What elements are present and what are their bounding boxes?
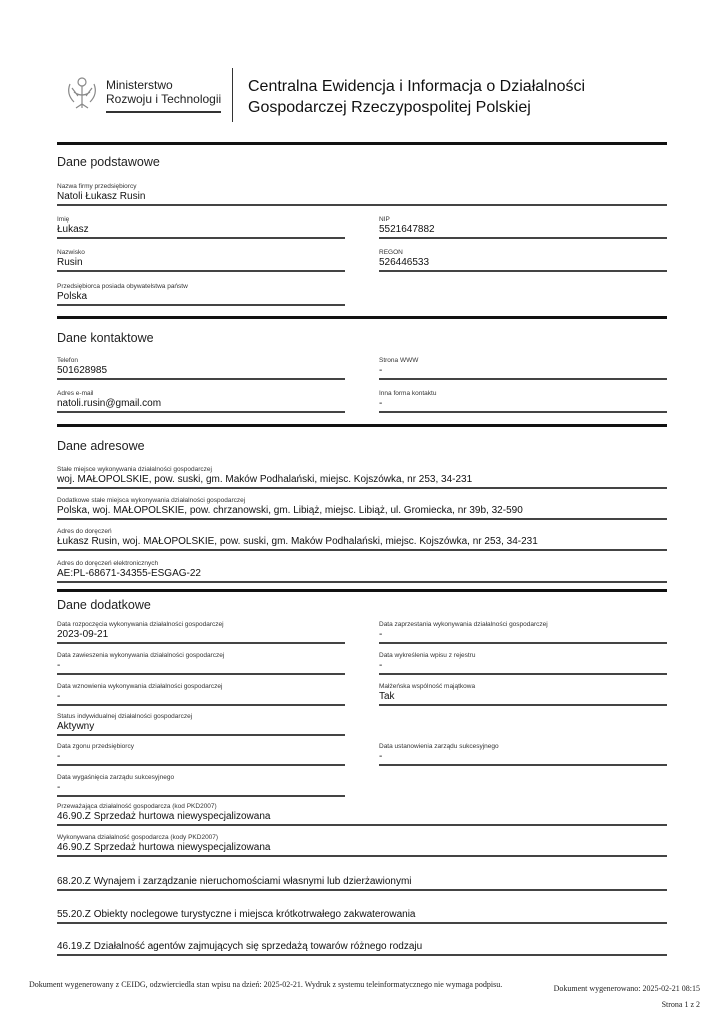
- field-value: 2023-09-21: [57, 629, 109, 640]
- field-value: 68.20.Z Wynajem i zarządzanie nieruchomościami własnymi lub dzierżawionymi: [57, 876, 412, 887]
- field-status: [57, 713, 345, 736]
- field-last-name: [57, 249, 345, 272]
- field-value: 55.20.Z Obiekty noclegowe turystyczne i miejsca krótkotrwałego zakwaterowania: [57, 909, 416, 920]
- field-company: [57, 183, 667, 206]
- ministry-underline: [106, 111, 221, 113]
- field-label: Małżeńska wspólność majątkowa: [379, 683, 476, 690]
- field-value: woj. MAŁOPOLSKIE, pow. suski, gm. Maków Podhalański, miejsc. Kojszówka, nr 253, 34-231: [57, 474, 473, 485]
- field-citizenship: [57, 283, 345, 306]
- field-label: Adres do doręczeń: [57, 528, 112, 535]
- field-label: Data wznowienia wykonywania działalności gospodarczej: [57, 683, 223, 690]
- field-value: -: [379, 398, 383, 409]
- footer-generated: Dokument wygenerowano: 2025-02-21 08:15: [553, 984, 700, 993]
- pkd-item: [57, 876, 667, 891]
- field-phone: [57, 357, 345, 380]
- field-label: Data ustanowienia zarządu sukcesyjnego: [379, 743, 499, 750]
- field-label: Wykonywana działalność gospodarcza (kody PKD2007): [57, 834, 219, 841]
- field-label: Przedsiębiorca posiada obywatelstwa państw: [57, 283, 188, 290]
- field-label: Nazwa firmy przedsiębiorcy: [57, 183, 137, 190]
- field-value: Łukasz Rusin, woj. MAŁOPOLSKIE, pow. suski, gm. Maków Podhalański, miejsc. Kojszówka, nr 253, 34-231: [57, 536, 538, 547]
- field-pkd: [57, 834, 667, 857]
- section-title-address: Dane adresowe: [57, 439, 145, 453]
- field-label: Stałe miejsce wykonywania działalności gospodarczej: [57, 466, 212, 473]
- field-email: [57, 390, 345, 413]
- field-label: Przeważająca działalność gospodarcza (kod PKD2007): [57, 803, 217, 810]
- field-value: -: [57, 691, 61, 702]
- field-value: Tak: [379, 691, 395, 702]
- section-title-contact: Dane kontaktowe: [57, 331, 154, 345]
- field-label: Data rozpoczęcia wykonywania działalności gospodarczej: [57, 621, 224, 628]
- field-label: Data zaprzestania wykonywania działalności gospodarczej: [379, 621, 548, 628]
- title-line2: Gospodarczej Rzeczypospolitej Polskiej: [248, 99, 531, 116]
- field-value: 5521647882: [379, 224, 435, 235]
- section-divider: [57, 316, 667, 319]
- field-label: Inna forma kontaktu: [379, 390, 437, 397]
- field-label: Nazwisko: [57, 249, 85, 256]
- pkd-item: [57, 941, 667, 956]
- field-value: -: [379, 660, 383, 671]
- field-label: Data wykreślenia wpisu z rejestru: [379, 652, 476, 659]
- field-label: Dodatkowe stałe miejsca wykonywania działalności gospodarczej: [57, 497, 246, 504]
- polish-eagle-emblem-icon: [64, 74, 100, 114]
- field-label: Data zgonu przedsiębiorcy: [57, 743, 134, 750]
- field-value: -: [57, 660, 61, 671]
- field-first-name: [57, 216, 345, 239]
- field-extra-address: [57, 497, 667, 520]
- field-value: -: [379, 365, 383, 376]
- field-value: -: [379, 629, 383, 640]
- field-value: Łukasz: [57, 224, 89, 235]
- field-value: 46.90.Z Sprzedaż hurtowa niewyspecjalizowana: [57, 842, 271, 853]
- field-label: Status indywidualnej działalności gospodarczej: [57, 713, 193, 720]
- field-other-contact: [379, 390, 667, 413]
- field-value: natoli.rusin@gmail.com: [57, 398, 162, 409]
- field-value: AE:PL-68671-34355-ESGAG-22: [57, 568, 201, 579]
- field-value: -: [379, 751, 383, 762]
- field-value: Natoli Łukasz Rusin: [57, 191, 146, 202]
- field-label: Data zawieszenia wykonywania działalności gospodarczej: [57, 652, 225, 659]
- field-nip: [379, 216, 667, 239]
- field-value: -: [57, 782, 61, 793]
- field-value: 46.90.Z Sprzedaż hurtowa niewyspecjalizowana: [57, 811, 271, 822]
- ministry-line1: Ministerstwo: [106, 78, 173, 92]
- field-regon: [379, 249, 667, 272]
- field-value: Polska: [57, 291, 88, 302]
- ministry-line2: Rozwoju i Technologii: [106, 92, 222, 106]
- field-main-address: [57, 466, 667, 489]
- field-www: [379, 357, 667, 380]
- title-line1: Centralna Ewidencja i Informacja o Działalności: [248, 78, 586, 95]
- field-value: Rusin: [57, 257, 83, 268]
- field-value: Aktywny: [57, 721, 95, 732]
- footer-note: Dokument wygenerowany z CEIDG, odzwierciedla stan wpisu na dzień: 2025-02-21. Wydruk z systemu teleinformatycznego nie wymaga podpisu.: [29, 980, 503, 989]
- field-marital: [379, 683, 667, 706]
- field-resume-date: [57, 683, 345, 706]
- field-label: Telefon: [57, 357, 78, 364]
- section-divider: [57, 142, 667, 145]
- field-stop-date: [379, 621, 667, 644]
- field-label: Strona WWW: [379, 357, 419, 364]
- header-divider: [232, 68, 233, 122]
- field-label: Imię: [57, 216, 70, 223]
- field-label: Adres do doręczeń elektronicznych: [57, 560, 159, 567]
- section-title-basic: Dane podstawowe: [57, 155, 160, 169]
- field-value: 501628985: [57, 365, 108, 376]
- pkd-item: [57, 909, 667, 924]
- field-value: -: [57, 751, 61, 762]
- field-value: 526446533: [379, 257, 430, 268]
- field-label: Data wygaśnięcia zarządu sukcesyjnego: [57, 774, 175, 781]
- field-main-pkd: [57, 803, 667, 826]
- field-value: Polska, woj. MAŁOPOLSKIE, pow. chrzanowski, gm. Libiąż, miejsc. Libiąż, ul. Gromiecka, nr 39b, 32-590: [57, 505, 523, 516]
- field-label: NIP: [379, 216, 390, 223]
- footer-page-number: Strona 1 z 2: [661, 1000, 700, 1009]
- section-divider: [57, 589, 667, 592]
- field-start-date: [57, 621, 345, 644]
- field-delivery-address: [57, 528, 667, 551]
- field-death-date: [57, 743, 345, 766]
- field-label: REGON: [379, 249, 403, 256]
- section-title-extra: Dane dodatkowe: [57, 598, 151, 612]
- section-divider: [57, 424, 667, 427]
- registry-title: [248, 76, 585, 118]
- field-suspend-date: [57, 652, 345, 675]
- ministry-name: [106, 78, 221, 106]
- field-succession-date: [379, 743, 667, 766]
- field-value: 46.19.Z Działalność agentów zajmujących się sprzedażą towarów różnego rodzaju: [57, 941, 423, 952]
- field-edelivery-address: [57, 560, 667, 583]
- field-label: Adres e-mail: [57, 390, 94, 397]
- field-succession-end: [57, 774, 345, 797]
- field-delete-date: [379, 652, 667, 675]
